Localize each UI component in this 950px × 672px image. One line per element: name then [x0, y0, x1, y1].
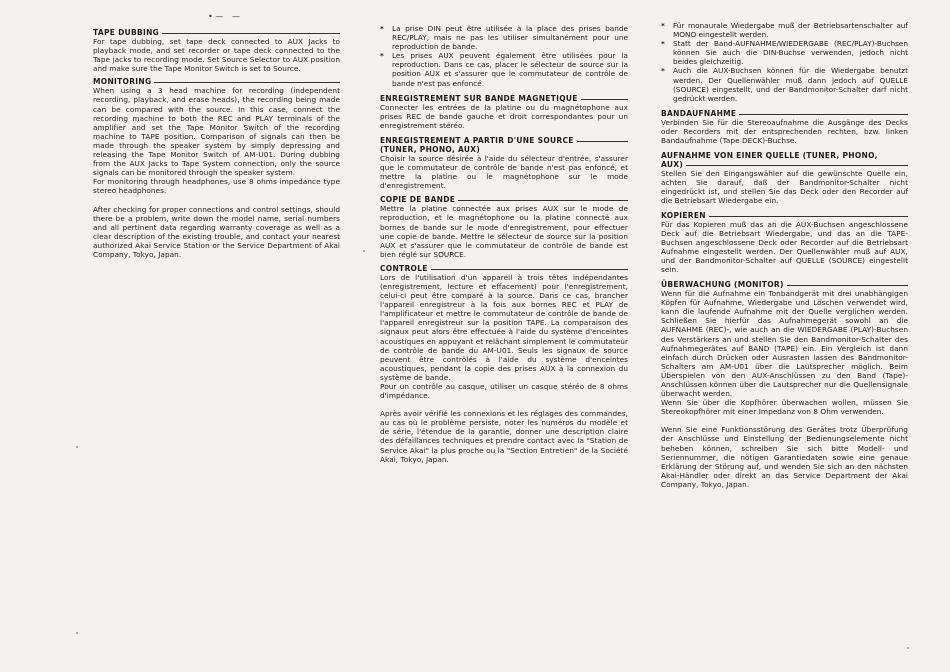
heading-rule [458, 200, 628, 201]
heading-rule [709, 216, 908, 217]
bullet-item: * Für monaurale Wiedergabe muß der Betriebsartenschalter auf MONO eingestellt werden. [661, 21, 908, 40]
heading-kopieren: KOPIEREN [661, 211, 908, 220]
paragraph-tape-dubbing: For tape dubbing, set tape deck connected to AUX Jacks to playback mode, and set recorder or tape deck connected to the Tape jacks to recording mode. Set Source Selector to AUX position and make sure the Tape Monitor Switch is set to Source. [93, 37, 340, 74]
heading-rule [577, 141, 628, 142]
paragraph-enregistrement: Connecter les entrées de la platine ou du magnétophone aux prises REC de bande gauche et droit correspondantes pour un enregistrement stéréo. [380, 102, 628, 130]
bullet-item: * Statt der Band-AUFNAHME/WIEDERGABE (REC/PLAY)-Buchsen können Sie auch die DIN-Buchse verwenden, jedoch nicht beides gleichzeitig. [661, 39, 908, 67]
heading-rule [787, 285, 908, 286]
registration-mark-dash: — [232, 12, 240, 21]
german-column [661, 0, 908, 489]
heading-rule [162, 33, 340, 34]
bullet-asterisk: * [380, 24, 384, 33]
paragraph-uberwachung: Wenn für die Aufnahme ein Tonbandgerät mit drei unabhängigen Köpfen für Aufnahme, Wiedergabe und Löschen verwendet wird, kann die laufende Aufnahme mit der Quelle verglichen werden. Schließen Sie hierfür das Aufnahmegerät sowohl an die AUFNAHME (REC)-, wie auch an die WIEDERGABE (PLAY)-Buchsen des Verstärkers an und stellen Sie den Bandmonitor-Schalter des Aufnahmegerätes auf BAND (TAPE) ein. Ein Vergleich ist dann einfach durch Drücken oder Ausrasten lassen des Bandmonitor-Schalters am AM-U01 über die Lautsprecher möglich. Beim Überspielen von den AUX-Anschlüssen zu den Band (Tape)-Anschlüssen können über die Lautsprecher nur die Quellensignale überwacht werden. [661, 289, 908, 399]
heading-tape-dubbing: TAPE DUBBING [93, 28, 340, 37]
paragraph-quelle: Stellen Sie den Eingangswähler auf die gewünschte Quelle ein, achten Sie darauf, daß der Bandmonitor-Schalter nicht eingedrückt ist, und stellen Sie das Deck oder den Recorder auf die Betriebsart Wiedergabe ein. [661, 169, 908, 206]
bullet-asterisk: * [661, 21, 665, 30]
heading-controle: CONTROLE [380, 264, 628, 273]
bullet-asterisk: * [661, 66, 665, 76]
scan-dot [907, 647, 909, 649]
bullet-asterisk: * [661, 39, 665, 49]
heading-rule [739, 114, 908, 115]
heading-uberwachung: ÜBERWACHUNG (MONITOR) [661, 280, 908, 289]
paragraph-controle: Lors de l'utilisation d'un appareil à trois têtes indépendantes (enregistrement, lecture et effacement) pour l'enregistrement, celui-ci peut être comparé à la source. Dans ce cas, brancher l'appareil enregistreur à la fois aux bornes REC et PLAY de l'amplificateur et mettre le commutateur de contrôle de bande de l'appareil enregistreur sur la position TAPE. La comparaison des signaux peut alors être effectuée à l'aide du système d'enceintes acoustiques en appuyant et relâchant simplement le commutateur de contrôle de bande du AM-U01. Seuls les signaux de source peuvent être contrôlés à l'aide du système d'enceintes acoustiques, pendant la copie des prises AUX à la connexion du système de bande. [380, 272, 628, 382]
heading-source: ENREGISTREMENT A PARTIR D'UNE SOURCE [380, 136, 628, 145]
english-column [93, 0, 340, 259]
paragraph-source: Choisir la source désirée à l'aide du sélecteur d'entrée, s'assurer que le commutateur de contrôle de bande n'est pas enfoncé, et mettre la platine ou le magnétophone sur le mode d'enregistrement. [380, 153, 628, 191]
bullet-item: * La prise DIN peut être utilisée à la place des prises bande REC/PLAY, mais ne pas les utiliser simultanément pour une reproduction de bande. [380, 24, 628, 52]
bullet-asterisk: * [380, 51, 384, 61]
heading-monitoring: MONITORING [93, 77, 340, 86]
paragraph-bandaufnahme: Verbinden Sie für die Stereoaufnahme die Ausgänge des Decks oder Recorders mit der entsprechenden rechten, bzw. linken Bandaufnahme (Tape DECK)-Buchse. [661, 117, 908, 146]
heading-rule [431, 269, 628, 270]
heading-rule [581, 99, 628, 100]
paragraph-kopfhorer: Wenn Sie über die Kopfhörer überwachen wollen, müssen Sie Stereokopfhörer mit einer Impedanz von 8 Ohm verwenden. [661, 398, 908, 417]
heading-rule [686, 165, 908, 166]
paragraph-service: Wenn Sie eine Funktionsstörung des Gerätes trotz Überprüfung der Anschlüsse und Einstellung der Bedienungselemente nicht beheben können, schreiben Sie sich bitte Modell- und Seriennummer, die nötigen Garantiedaten sowie eine genaue Erklärung der Störung auf, und wenden Sie sich an den nächsten Akai-Händler oder direkt an das Service Department der Akai Company, Tokyo, Japan. [661, 425, 908, 489]
paragraph-copie: Mettre la platine connectée aux prises AUX sur le mode de reproduction, et le magnétophone ou la platine connecté aux bornes de bande sur le mode d'enregistrement, pour effectuer une copie de bande. Mettre le sélecteur de source sur la position AUX et s'assurer que le commutateur de contrôle de bande est bien réglé sur SOURCE. [380, 204, 628, 259]
heading-quelle: AUFNAHME VON EINER QUELLE (TUNER, PHONO, [661, 151, 878, 161]
scan-dot [76, 632, 78, 634]
scan-dot [76, 446, 78, 448]
paragraph-kopieren: Für das Kopieren muß das an die AUX-Buchsen angeschlossene Deck auf die Betriebsart Wiedergabe, und das an die TAPE-Buchsen angeschlossene Deck oder Recorder auf die Betriebsart Aufnahme eingestellt werden. Der Quellenwähler muß auf AUX, und der Bandmonitor-Schalter auf QUELLE (SOURCE) eingestellt sein. [661, 219, 908, 274]
scan-dot [363, 250, 365, 252]
paragraph-monitoring: When using a 3 head machine for recording (independent recording, playback, and erase heads), the recording being made can be compared with the source. In this case, connect the recording machine to both the REC and PLAY terminals of the amplifier and set the Tape Monitor Switch of the recording machine to TAPE position. Comparison of signals can then be made through the speaker system by simply depressing and releasing the Tape Monitor Switch of AM-U01. During dubbing from the AUX Jacks to Tape System connection, only the source signals can be monitored through the speaker system. [93, 86, 340, 178]
registration-mark-left: • — [208, 12, 224, 21]
bullet-item: * Les prises AUX peuvent également être utilisées pour la reproduction. Dans ce cas, placer le sélecteur de source sur la position AUX et s'assurer que le commutateur de contrôle de bande n'est pas enfoncé. [380, 51, 628, 88]
heading-copie: COPIE DE BANDE [380, 195, 628, 204]
paragraph-casque: Pour un contrôle au casque, utiliser un casque stéréo de 8 ohms d'impédance. [380, 382, 628, 401]
paragraph-service: Après avoir vérifié les connexions et les réglages des commandes, au cas où le problème persiste, noter les numéros du modèle et de série, l'étendue de la garantie, donner une description claire des défaillances techniques et prendre contact avec la "Station de Service Akai" la plus proche ou la "Section Entretien" de la Société Akai, Tokyo, Japan. [380, 409, 628, 464]
heading-quelle-sub: AUX) [661, 160, 908, 169]
paragraph-service: After checking for proper connections and control settings, should there be a problem, write down the model name, serial numbers and all pertinent data regarding warranty coverage as well as a clear description of the existing trouble, and contact your nearest authorized Akai Service Station or the Service Department of Akai Company, Tokyo, Japan. [93, 204, 340, 259]
heading-enregistrement: ENREGISTREMENT SUR BANDE MAGNETIQUE [380, 94, 628, 103]
french-column [380, 0, 628, 464]
paragraph-headphones: For monitoring through headphones, use 8 ohms impedance type stereo headphones. [93, 177, 340, 196]
heading-source-sub: (TUNER, PHONO, AUX) [380, 144, 481, 154]
heading-bandaufnahme: BANDAUFNAHME [661, 109, 908, 118]
heading-rule [154, 82, 340, 83]
bullet-item: * Auch die AUX-Buchsen können für die Wiedergabe benutzt werden. Der Quellenwähler muß dann jedoch auf QUELLE (SOURCE) eingestellt, und der Bandmonitor-Schalter darf nicht gedrückt werden. [661, 66, 908, 103]
